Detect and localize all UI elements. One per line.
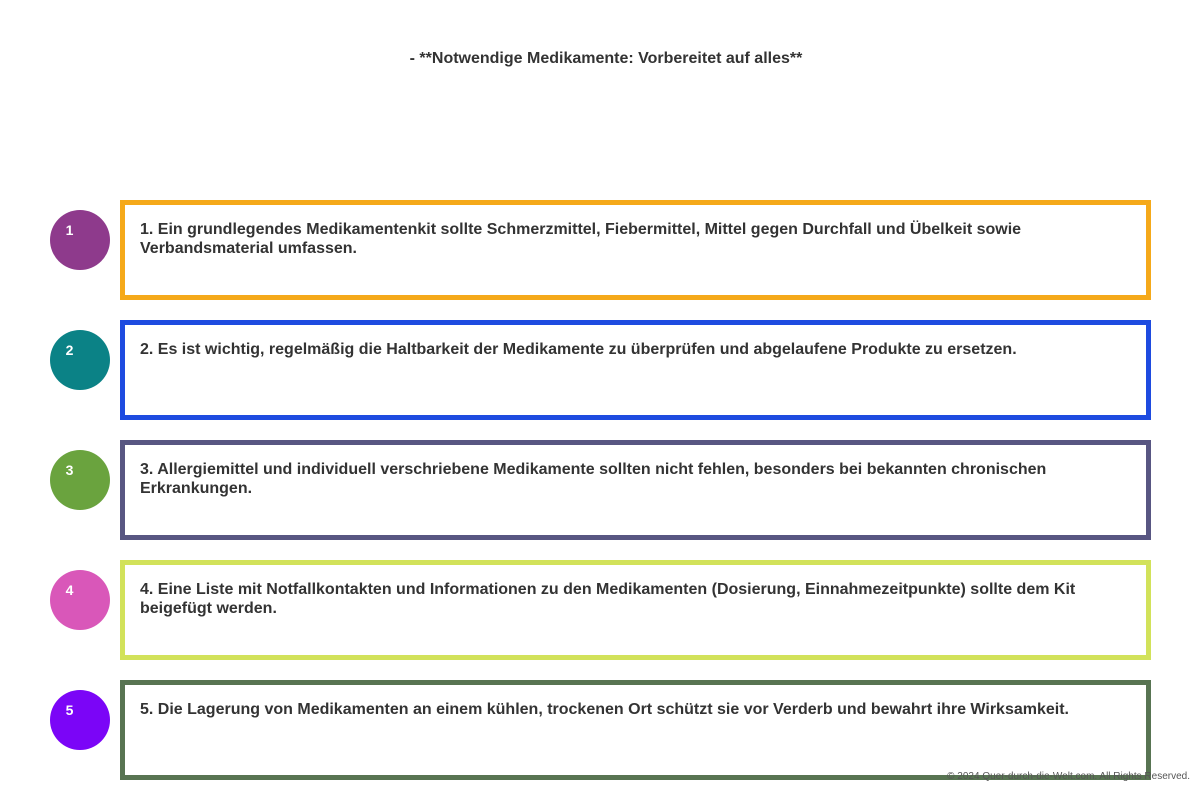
copyright-footer: © 2024 Quer-durch-die-Welt.com. All Rights Reserved. — [947, 771, 1190, 782]
step-text: 5. Die Lagerung von Medikamenten an einem kühlen, trockenen Ort schützt sie vor Verderb und bewahrt ihre Wirksamkeit. — [140, 701, 1069, 718]
step-text: 2. Es ist wichtig, regelmäßig die Haltbarkeit der Medikamente zu überprüfen und abgelaufene Produkte zu ersetzen. — [140, 341, 1017, 358]
step-number-circle — [50, 210, 110, 270]
step-text: 3. Allergiemittel und individuell verschriebene Medikamente sollten nicht fehlen, besonders bei bekannten chronischen Erkrankungen. — [140, 461, 1047, 497]
step-number: 2 — [65, 342, 74, 358]
step-number-circle — [50, 570, 110, 630]
step-text: 4. Eine Liste mit Notfallkontakten und Informationen zu den Medikamenten (Dosierung, Einnahmezeitpunkte) sollte dem Kit beigefügt werden. — [140, 581, 1076, 617]
step-number: 4 — [65, 582, 74, 598]
step-5 — [0, 680, 1200, 780]
step-number-circle — [50, 450, 110, 510]
step-3 — [0, 440, 1200, 540]
step-number-circle — [50, 330, 110, 390]
step-number: 3 — [65, 462, 74, 478]
step-box — [120, 200, 1151, 300]
step-box — [120, 440, 1151, 540]
step-text: 1. Ein grundlegendes Medikamentenkit sollte Schmerzmittel, Fiebermittel, Mittel gegen Durchfall und Übelkeit sowie Verbandsmaterial umfassen. — [140, 221, 1022, 257]
step-1 — [0, 200, 1200, 300]
step-number: 1 — [65, 222, 74, 238]
step-number-circle — [50, 690, 110, 750]
page-title: - **Notwendige Medikamente: Vorbereitet auf alles** — [409, 50, 803, 67]
step-number: 5 — [65, 702, 74, 718]
step-box — [120, 320, 1151, 420]
step-box — [120, 680, 1151, 780]
step-box — [120, 560, 1151, 660]
step-2 — [0, 320, 1200, 420]
step-4 — [0, 560, 1200, 660]
